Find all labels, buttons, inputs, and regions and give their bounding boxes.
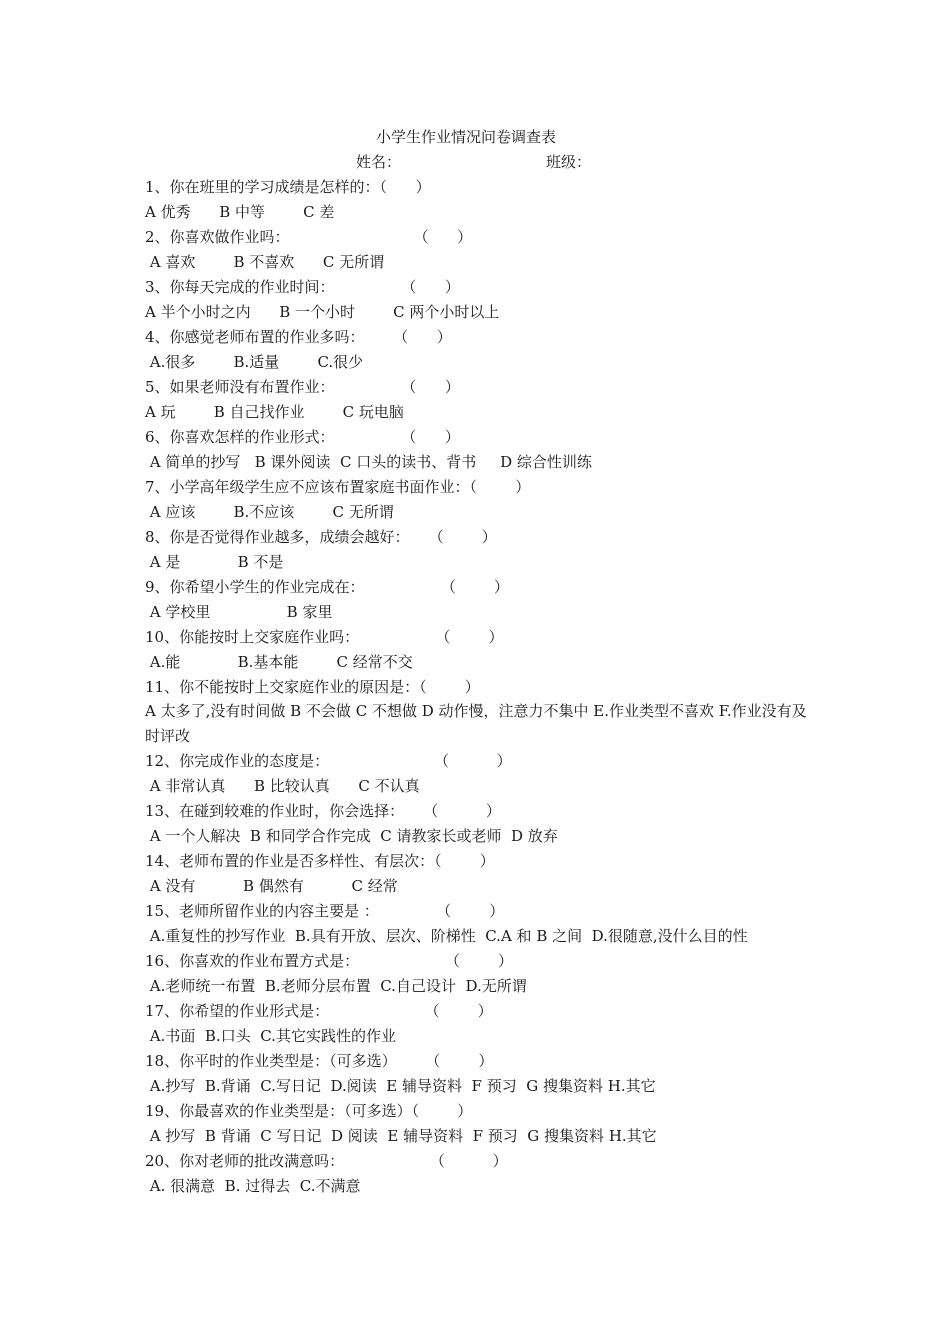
question-8: 8、你是否觉得作业越多，成绩会越好： （ ） bbox=[145, 528, 497, 546]
options-7: A 应该 B.不应该 C 无所谓 bbox=[145, 503, 394, 521]
options-14: A 没有 B 偶然有 C 经常 bbox=[145, 877, 398, 895]
options-15: A.重复性的抄写作业 B.具有开放、层次、阶梯性 C.A 和 B 之间 D.很随意,没什么目的性 bbox=[145, 927, 748, 945]
question-19: 19、你最喜欢的作业类型是：（可多选）（ ） bbox=[145, 1102, 473, 1120]
question-1: 1、你在班里的学习成绩是怎样的：（ ） bbox=[145, 178, 431, 196]
options-19: A 抄写 B 背诵 C 写日记 D 阅读 E 辅导资料 F 预习 G 搜集资料 H.其它 bbox=[145, 1127, 657, 1145]
question-10: 10、你能按时上交家庭作业吗： （ ） bbox=[145, 628, 504, 646]
question-6: 6、你喜欢怎样的作业形式： （ ） bbox=[145, 428, 460, 446]
options-16: A.老师统一布置 B.老师分层布置 C.自己设计 D.无所谓 bbox=[145, 977, 527, 995]
options-1: A 优秀 B 中等 C 差 bbox=[145, 203, 335, 221]
options-3: A 半个小时之内 B 一个小时 C 两个小时以上 bbox=[145, 303, 500, 321]
options-4: A.很多 B.适量 C.很少 bbox=[145, 353, 364, 371]
question-4: 4、你感觉老师布置的作业多吗： （ ） bbox=[145, 328, 452, 346]
options-20: A. 很满意 B. 过得去 C.不满意 bbox=[145, 1177, 361, 1195]
question-9: 9、你希望小学生的作业完成在： （ ） bbox=[145, 578, 509, 596]
question-12: 12、你完成作业的态度是： （ ） bbox=[145, 752, 512, 770]
question-3: 3、你每天完成的作业时间： （ ） bbox=[145, 278, 460, 296]
question-15: 15、老师所留作业的内容主要是 ： （ ） bbox=[145, 902, 505, 920]
options-18: A.抄写 B.背诵 C.写日记 D.阅读 E 辅导资料 F 预习 G 搜集资料 H.其它 bbox=[145, 1077, 656, 1095]
question-17: 17、你希望的作业形式是： （ ） bbox=[145, 1002, 493, 1020]
class-label: 班级： bbox=[546, 153, 592, 171]
options-9: A 学校里 B 家里 bbox=[145, 603, 333, 621]
question-20: 20、你对老师的批改满意吗： （ ） bbox=[145, 1152, 508, 1170]
options-8: A 是 B 不是 bbox=[145, 553, 284, 571]
question-5: 5、如果老师没有布置作业： （ ） bbox=[145, 378, 460, 396]
name-label: 姓名： bbox=[356, 153, 402, 171]
question-11: 11、你不能按时上交家庭作业的原因是：（ ） bbox=[145, 678, 480, 696]
question-18: 18、你平时的作业类型是：（可多选） （ ） bbox=[145, 1052, 494, 1070]
options-6: A 简单的抄写 B 课外阅读 C 口头的读书、背书 D 综合性训练 bbox=[145, 453, 592, 471]
page-title: 小学生作业情况问卷调查表 bbox=[376, 128, 557, 146]
options-17: A.书面 B.口头 C.其它实践性的作业 bbox=[145, 1027, 396, 1045]
question-16: 16、你喜欢的作业布置方式是： （ ） bbox=[145, 952, 514, 970]
options-13: A 一个人解决 B 和同学合作完成 C 请教家长或老师 D 放弃 bbox=[145, 827, 558, 845]
question-13: 13、在碰到较难的作业时，你会选择： （ ） bbox=[145, 802, 501, 820]
options-2: A 喜欢 B 不喜欢 C 无所谓 bbox=[145, 253, 385, 271]
options-12: A 非常认真 B 比较认真 C 不认真 bbox=[145, 777, 420, 795]
question-7: 7、小学高年级学生应不应该布置家庭书面作业：（ ） bbox=[145, 478, 531, 496]
options-11: A 太多了,没有时间做 B 不会做 C 不想做 D 动作慢，注意力不集中 E.作业类型不喜欢 F.作业没有及时评改 bbox=[145, 702, 807, 745]
question-2: 2、你喜欢做作业吗： （ ） bbox=[145, 228, 473, 246]
question-14: 14、老师布置的作业是否多样性、有层次：（ ） bbox=[145, 852, 495, 870]
options-10: A.能 B.基本能 C 经常不交 bbox=[145, 653, 413, 671]
options-5: A 玩 B 自己找作业 C 玩电脑 bbox=[145, 403, 404, 421]
